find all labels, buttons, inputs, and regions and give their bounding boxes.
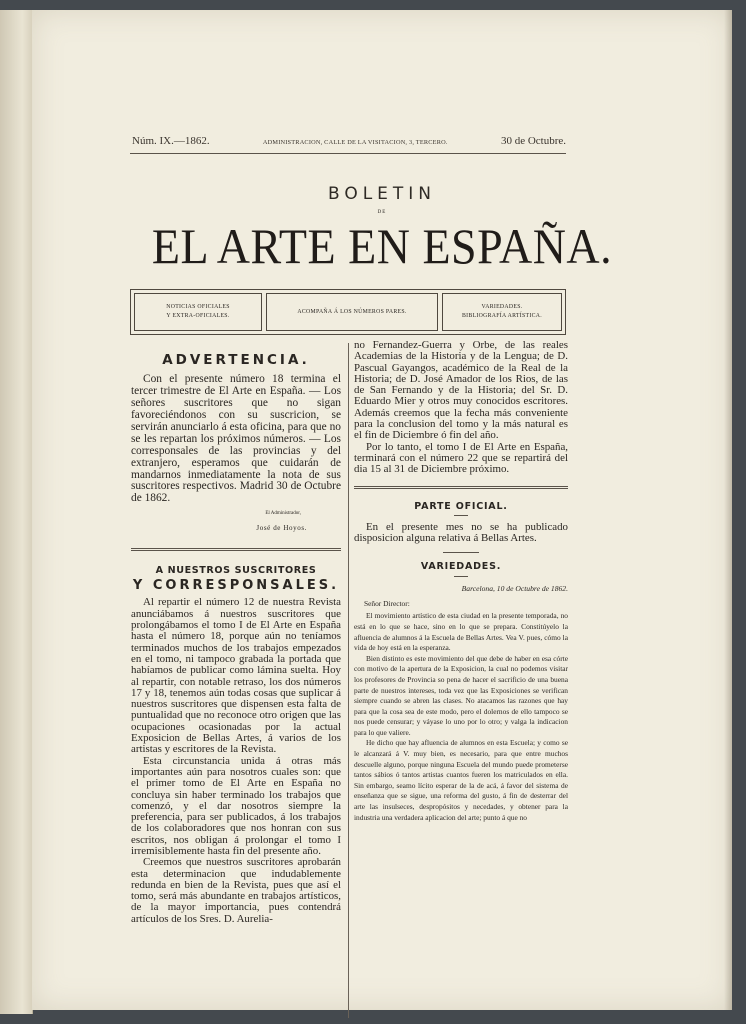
box-noticias-line1: NOTICIAS OFICIALES [166, 304, 230, 310]
box-acompana-text: ACOMPAÑA Á LOS NÚMEROS PARES. [297, 308, 407, 315]
masthead-title: EL ARTE EN ESPAÑA. [151, 218, 613, 274]
masthead-kicker: BOLETIN [327, 184, 437, 204]
parte-oficial-heading: PARTE OFICIAL. [414, 500, 508, 512]
masthead-de: DE [377, 210, 387, 215]
administration-address: ADMINISTRACION, CALLE DE LA VISITACION, 3, TERCERO. [262, 139, 448, 146]
section-boxes [130, 289, 566, 335]
signature-name: José de Hoyos. [256, 523, 307, 532]
box-acompana [266, 293, 438, 331]
box-noticias-line2: Y EXTRA-OFICIALES. [166, 313, 230, 319]
suscritores-paragraph-4: Por lo tanto, el tomo I de El Arte en España, terminará con el número 22 que se repartirá del dia 15 al 31 de Diciembre próximo. [354, 440, 568, 476]
variedades-paragraph-2: Bien distinto es este movimiento del que debe de haber en esa córte con motivo de la apertura de la Exposicion, la cual no podemos visitar los profesores de Provincia so pena de hacer el sacrificio de una buena parte de nuestros intereses, toda vez que las Exposiciones se verifican siempre cuando se abren las clases. No atacamos las razones que hay para que la cosa sea de este modo, pero el dolernos de ello tampoco se nos puede censurar; y váyase lo uno por lo otro; y valga la indicacion para lo que valiere. [354, 653, 568, 737]
letter-salutation: Señor Director: [364, 599, 410, 609]
variedades-paragraph-1: El movimiento artístico de esta ciudad en la presente temporada, no está en lo que se hace, sino en lo que se prepara. Constitúyelo la afluencia de alumnos á la Escuela de Bellas Artes. Vea V. pues, cómo la vida de hoy está en la esperanza. [354, 611, 568, 653]
issue-header [132, 135, 566, 147]
mid-rule [443, 552, 479, 553]
suscritores-paragraph-3-continued: no Fernandez-Guerra y Orbe, de las reales Academias de la Historia y de la Lengua; de D. Pascual Gayangos, académico de la Real de la Historia; de D. José Amador de los Rios, de las de San Fernando y de la Historia; del Sr. D. Eduardo Mier y otros muy conocidos escritores. Además creemos que la fecha más conveniente para la conclusion del tomo y la más natural es el fin de Diciembre ó fin del año. [354, 339, 568, 442]
newspaper-page [32, 10, 732, 1010]
column-divider [348, 343, 349, 1018]
section-double-rule-2 [354, 486, 568, 489]
variedades-heading: VARIEDADES. [420, 561, 502, 573]
section-double-rule [131, 548, 341, 551]
suscritores-heading-1: A NUESTROS SUSCRITORES [155, 564, 317, 576]
box-variedades-line2: BIBLIOGRAFÍA ARTÍSTICA. [462, 313, 542, 319]
left-column [131, 350, 341, 925]
issue-date: 30 de Octubre. [500, 135, 566, 147]
issue-number: Núm. IX.—1862. [132, 135, 210, 147]
suscritores-paragraph-2: Esta circunstancia unida á otras más importantes aún para nosotros cuales son: que el primer tomo de El Arte en España no concluya sin haber terminado los trabajos que comenzó, y el dar nosotros siempre la preferencia, para ser publicados, á los trabajos de los colaboradores que nos honran con sus escritos, nos obligan á prolongar el tomo I irremisiblemente hasta fin del presente año. [131, 754, 341, 857]
letter-dateline: Barcelona, 10 de Octubre de 1862. [461, 583, 568, 593]
box-variedades [442, 293, 562, 331]
box-variedades-line1: VARIEDADES. [481, 304, 523, 310]
advertencia-heading: ADVERTENCIA. [162, 352, 310, 368]
advertencia-text: Con el presente número 18 termina el tercer trimestre de El Arte en España. — Los señores suscritores que no sigan favoreciéndonos con su suscricion, se servirán anunciarlo á esta oficina, para que no se les repartan los próximos números. — Los corresponsales de las provincias y del extranjero, esperamos que cuidarán de mandarnos inmediatamente la nota de sus suscritores respectivos. Madrid 30 de Octubre de 1862. [131, 373, 341, 505]
box-noticias [134, 293, 262, 331]
right-column [354, 340, 568, 823]
suscritores-paragraph-3: Creemos que nuestros suscritores aprobarán esta determinacion que indudablemente redunda en bien de la Revista, pues que así el tomo, será más abundante en trabajos artísticos, de la mayor importancia, pues contendrá artículos de los Sres. D. Aurelia- [131, 856, 341, 925]
header-rule [130, 153, 566, 154]
page-shadow [724, 10, 732, 1010]
suscritores-paragraph-1: Al repartir el número 12 de nuestra Revista anunciábamos á nuestros suscritores que prolongábamos el tomo I de El Arte en España hasta el número 18, porque aún no teníamos terminados muchos de los trabajos empezados en el tomo, ni tampoco grabada la portada que habíamos de publicar como lámina suelta. Hoy al repartir, con notable retraso, los dos números 17 y 18, tenemos aún todas cosas que suplicar á nuestros suscritores que dispensen esta falta de puntualidad que no reconoce otro origen que las ocupaciones ocasionadas por la actual Exposicion de Bellas Artes, á varios de los artistas y escritores de la Revista. [131, 596, 341, 756]
variedades-paragraph-3: He dicho que hay afluencia de alumnos en esta Escuela; y como se le alcanzará á V. muy bien, es necesario, para que entre muchos descuelle alguno, porque ninguna Escuela del mundo puede prometerse tantos sábios ó tantos artistas cuantos fueren los matriculados en ella. Sin embargo, seamo lícito esperar de la de acá, á favor del sistema de enseñanza que se sigue, una reforma del gusto, á fin de desterrar del arte las insulseces, despropósitos y necedades, y obtener para la industria una verdadera aplicacion del arte; punto á que no [354, 738, 568, 822]
short-rule [454, 515, 468, 516]
adjacent-page-edge [0, 10, 33, 1014]
suscritores-heading-2: Y CORRESPONSALES. [132, 578, 340, 594]
signature-role: El Administrador, [265, 511, 301, 517]
parte-oficial-text: En el presente mes no se ha publicado disposicion alguna relativa á Bellas Artes. [354, 520, 568, 545]
short-rule-2 [454, 576, 468, 577]
